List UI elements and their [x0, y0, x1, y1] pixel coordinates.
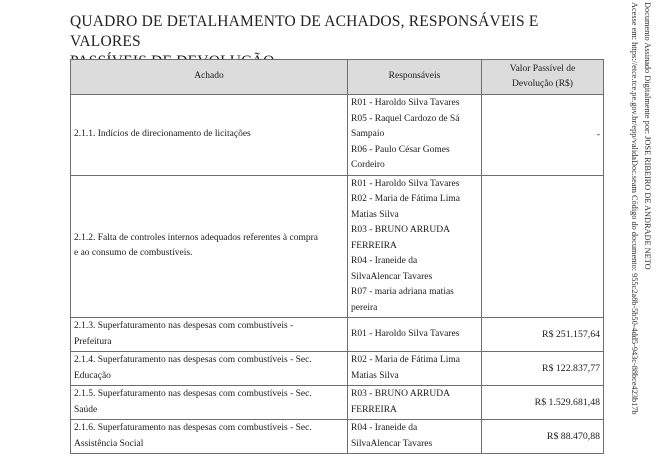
cell-valor: R$ 251.157,64	[482, 318, 604, 352]
responsavel-text: R03 - BRUNO ARRUDA	[351, 389, 450, 399]
responsavel-text: Matias Silva	[351, 209, 399, 220]
responsavel-text: Sampaio	[351, 129, 385, 139]
achado-text: Assistência Social	[74, 438, 144, 449]
responsavel-text: SilvaAlencar Tavares	[351, 438, 433, 449]
header-responsaveis: Responsáveis	[348, 60, 482, 95]
responsavel-text: pereira	[351, 302, 378, 313]
responsavel-text: R05 - Raquel Cardozo de Sá	[351, 113, 460, 124]
achado-text: Educação	[74, 370, 111, 381]
cell-responsaveis	[348, 386, 482, 420]
cell-responsaveis	[348, 318, 482, 352]
cell-achado	[71, 420, 348, 454]
responsavel-text: R07 - maria adriana matias	[351, 287, 454, 297]
cell-valor: -	[482, 95, 604, 176]
cell-achado	[71, 386, 348, 420]
table-row	[71, 318, 604, 352]
header-valor-line-2: Devolução (R$)	[512, 79, 573, 89]
achado-text: Prefeitura	[74, 336, 112, 347]
signature-stamp-line-2: Acesse em: https://etce.tce.pe.gov.br/epp/validaDoc.seam Código do documento: 955c2a8b-5b50-4dd5-943c-88bce423b17b	[630, 2, 639, 415]
table-row	[71, 352, 604, 386]
cell-valor: R$ 122.837,77	[482, 352, 604, 386]
title-line-1: QUADRO DE DETALHAMENTO DE ACHADOS, RESPONSÁVEIS E VALORES	[70, 13, 539, 50]
responsavel-text: R02 - Maria de Fátima Lima	[351, 355, 460, 365]
achado-text: e ao consumo de combustíveis.	[74, 248, 193, 259]
cell-valor	[482, 175, 604, 318]
table-row	[71, 420, 604, 454]
responsavel-text: R01 - Haroldo Silva Tavares	[351, 328, 460, 339]
responsavel-text: R04 - Iraneide da	[351, 256, 418, 266]
responsavel-text: Cordeiro	[351, 160, 385, 170]
achado-text: 2.1.2. Falta de controles internos adequados referentes à compra	[74, 232, 319, 243]
table-body	[71, 95, 604, 454]
table-header-row	[71, 60, 604, 95]
header-achado: Achado	[71, 60, 348, 95]
table-row	[71, 386, 604, 420]
achado-text: 2.1.3. Superfaturamento nas despesas com combustíveis -	[74, 321, 294, 331]
table-row	[71, 175, 604, 318]
header-valor-line-1: Valor Passível de	[509, 63, 576, 74]
cell-responsaveis	[348, 95, 482, 176]
achado-text: 2.1.6. Superfaturamento nas despesas com combustíveis - Sec.	[74, 423, 312, 433]
cell-responsaveis	[348, 420, 482, 454]
responsavel-text: R04 - Iraneide da	[351, 423, 418, 433]
achado-text: Saúde	[74, 404, 98, 415]
cell-achado	[71, 352, 348, 386]
cell-achado	[71, 318, 348, 352]
cell-achado	[71, 95, 348, 176]
findings-table	[70, 59, 604, 454]
responsavel-text: R01 - Haroldo Silva Tavares	[351, 98, 460, 108]
responsavel-text: R01 - Haroldo Silva Tavares	[351, 178, 460, 189]
cell-responsaveis	[348, 352, 482, 386]
signature-stamp-line-1: Documento Assinado Digitalmente por: JOSE RIBEIRO DE ANDRADE NETO	[643, 2, 652, 270]
responsavel-text: FERREIRA	[351, 240, 397, 251]
responsavel-text: R06 - Paulo César Gomes	[351, 144, 450, 155]
responsavel-text: R03 - BRUNO ARRUDA	[351, 225, 450, 235]
responsavel-text: SilvaAlencar Tavares	[351, 271, 433, 282]
cell-achado	[71, 175, 348, 318]
responsavel-text: R02 - Maria de Fátima Lima	[351, 194, 460, 204]
cell-valor: R$ 88.470,88	[482, 420, 604, 454]
achado-text: 2.1.5. Superfaturamento nas despesas com combustíveis - Sec.	[74, 389, 312, 399]
achado-text: 2.1.1. Indícios de direcionamento de licitações	[74, 129, 251, 139]
header-valor	[482, 60, 604, 95]
cell-responsaveis	[348, 175, 482, 318]
responsavel-text: FERREIRA	[351, 404, 397, 415]
table-row	[71, 95, 604, 176]
achado-text: 2.1.4. Superfaturamento nas despesas com combustíveis - Sec.	[74, 355, 312, 365]
cell-valor: R$ 1.529.681,48	[482, 386, 604, 420]
responsavel-text: Matias Silva	[351, 370, 399, 381]
signature-stamp	[606, 0, 654, 476]
